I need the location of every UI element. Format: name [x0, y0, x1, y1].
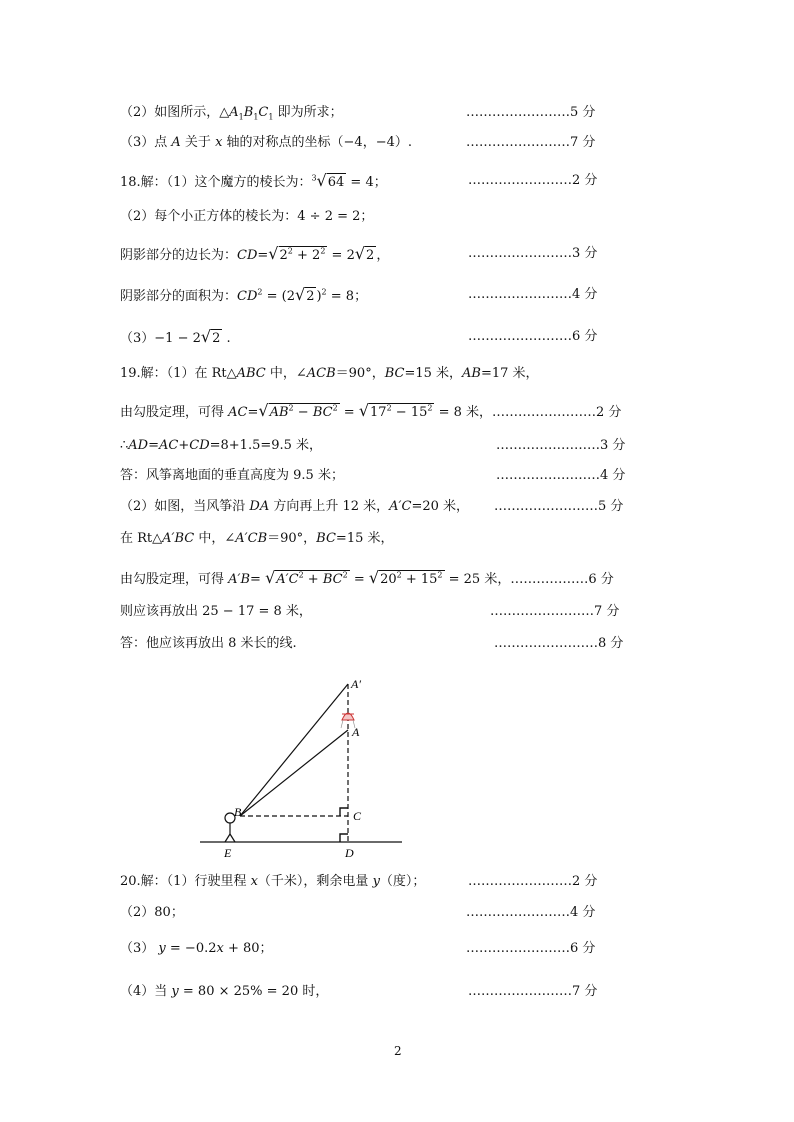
score-line-6: ……………………4 分	[468, 287, 598, 302]
line-20-1: 20.解：（1）行驶里程 x（千米），剩余电量 y（度）；	[120, 874, 426, 889]
score-line-19: ……………………6 分	[466, 941, 596, 956]
score-line-7: ……………………6 分	[468, 329, 598, 344]
score-line-18: ……………………4 分	[466, 905, 596, 920]
line-18-area: 阴影部分的面积为：$CD^2 = (2√2$ )$^2$ = 8；	[120, 285, 368, 304]
kite-figure	[190, 670, 410, 865]
right-angle-c	[340, 808, 348, 816]
string-to-a-prime	[240, 684, 348, 816]
score-line-3: ……………………2 分	[468, 173, 598, 188]
line-18-2: （2）每个小正方体的棱长为：4 ÷ 2 = 2；	[120, 209, 374, 224]
label-c: C	[353, 809, 362, 823]
line-19-rt: 在 Rt△A′BC 中，∠A′CB＝90°，BC=15 米，	[120, 531, 394, 546]
label-a-prime: A′	[351, 677, 361, 691]
score-line-20: ……………………7 分	[468, 984, 598, 999]
line-20-3: （3） y = −0.2x + 80；	[120, 941, 273, 956]
line-18-3: （3）−1 − 2√2 .	[120, 327, 231, 346]
string-to-a	[240, 730, 348, 816]
score-line-15: ……………………7 分	[490, 604, 620, 619]
score-line-11: ……………………4 分	[496, 468, 626, 483]
page-number: 2	[394, 1044, 402, 1058]
label-b: B	[234, 805, 242, 819]
line-18-side: 阴影部分的边长为：$CD=√2^2 + 2^2 = 2√2$ ，	[120, 244, 390, 263]
line-19-ad: ∴AD=AC+CD=8+1.5=9.5 米，	[120, 438, 323, 453]
line-19-answer2: 答：他应该再放出 8 米长的线.	[120, 636, 297, 651]
line-19-ac: 由勾股定理，可得 $AC=√AB^2 - BC^2 = √17^2 - 15^2 = 8$ 米，……………………2 分	[120, 401, 622, 420]
label-a: A	[352, 725, 360, 739]
line-17-2: （2）如图所示，$\triangle A_1B_1C_1$ 即为所求；	[120, 105, 343, 122]
label-d: D	[345, 846, 354, 860]
right-angle-d	[340, 834, 348, 842]
line-19-answer1: 答：风筝离地面的垂直高度为 9.5 米；	[120, 468, 344, 483]
score-line-17: ……………………2 分	[468, 874, 598, 889]
score-line-5: ……………………3 分	[468, 246, 598, 261]
score-line-16: ……………………8 分	[494, 636, 624, 651]
score-line-12: ……………………5 分	[494, 499, 624, 514]
line-19-release: 则应该再放出 25 − 17 = 8 米，	[120, 604, 312, 619]
line-19-2: （2）如图，当风筝沿 DA 方向再上升 12 米，A′C=20 米，	[120, 499, 470, 514]
line-17-3: （3）点 A 关于 x 轴的对称点的坐标（−4，−4）.	[120, 135, 412, 150]
line-19-1: 19.解：（1）在 Rt△ABC 中，∠ACB＝90°，BC=15 米，AB=17 米，	[120, 366, 539, 381]
score-line-1: ……………………5 分	[466, 105, 596, 120]
line-18-1: 18.解：（1）这个魔方的棱长为：$^3$√64 = 4；	[120, 171, 387, 190]
line-20-2: （2）80；	[120, 905, 184, 920]
label-e: E	[224, 846, 232, 860]
score-line-2: ……………………7 分	[466, 135, 596, 150]
line-19-ab: 由勾股定理，可得 $A'B= √A'C^2 + BC^2 = √20^2 + 15^2 = 25$ 米，………………6 分	[120, 568, 614, 587]
line-20-4: （4）当 y = 80 × 25% = 20 时，	[120, 984, 329, 999]
score-line-10: ……………………3 分	[496, 438, 626, 453]
